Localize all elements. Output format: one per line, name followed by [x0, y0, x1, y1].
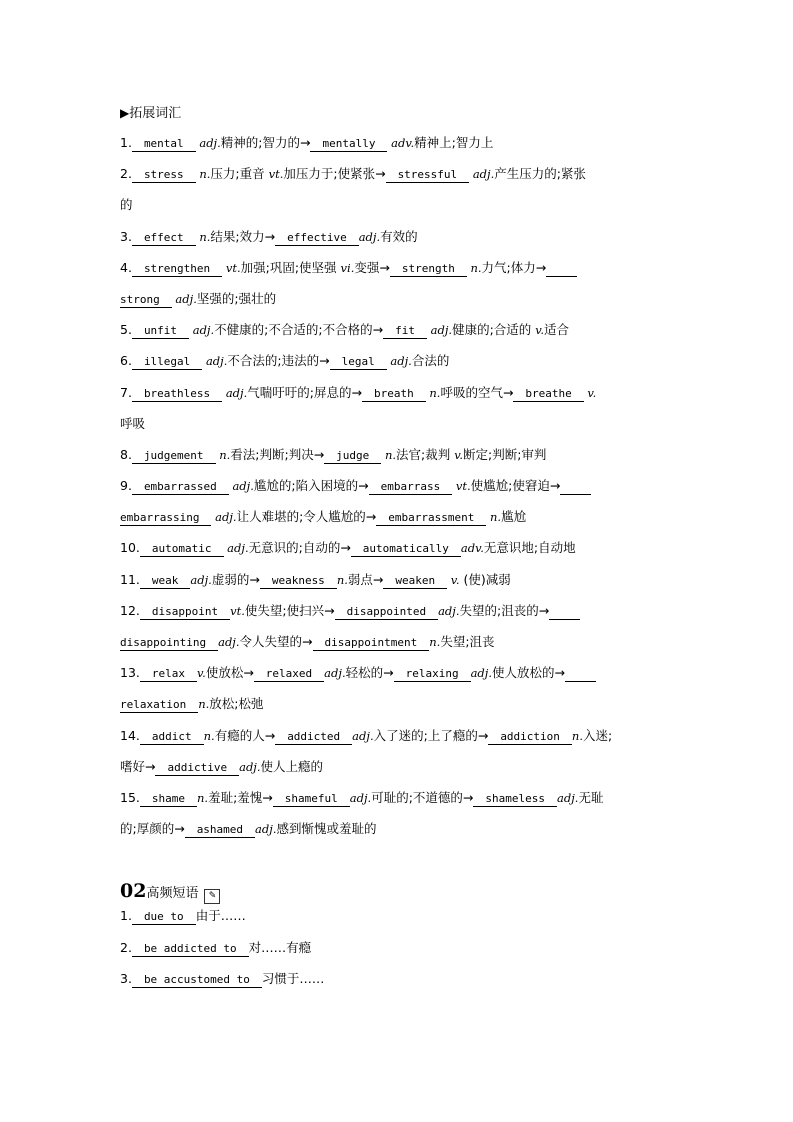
- answer-blank: breath: [362, 386, 426, 402]
- part-of-speech: adj.: [190, 572, 212, 587]
- definition-text: 使人放松的→: [492, 665, 566, 681]
- answer-blank: [565, 666, 596, 682]
- answer-blank: illegal: [132, 354, 202, 370]
- vocab-item: [120, 320, 680, 351]
- part-of-speech: adj.: [426, 323, 453, 338]
- part-of-speech: adj.: [211, 510, 237, 525]
- part-of-speech: n.: [195, 167, 211, 182]
- vocab-item-continuation: [120, 195, 680, 226]
- vocab-item-continuation: [120, 289, 680, 320]
- triangle-bullet-icon: ▶: [120, 106, 130, 120]
- answer-blank: [546, 261, 577, 277]
- definition-text: 健康的;合适的: [452, 322, 536, 338]
- worksheet-page: [120, 102, 680, 1000]
- part-of-speech: adj.: [469, 167, 495, 182]
- part-of-speech: n.: [429, 635, 441, 649]
- vocab-item: [120, 133, 680, 164]
- part-of-speech: adj.: [222, 385, 248, 400]
- answer-blank: disappointed: [335, 604, 438, 620]
- phrase-list: [120, 906, 680, 1000]
- answer-blank: effective: [275, 230, 359, 246]
- part-of-speech: adj.: [223, 541, 249, 556]
- answer-blank: shame: [140, 791, 197, 807]
- answer-blank: [560, 479, 591, 495]
- vocab-item: [120, 601, 680, 632]
- part-of-speech: adj.: [352, 728, 374, 743]
- vocab-item: [120, 538, 680, 569]
- vocab-item: [120, 570, 680, 601]
- vocab-item: [120, 726, 680, 757]
- definition-text: 放松;松弛: [209, 696, 264, 712]
- definition-text: (使)减弱: [459, 571, 511, 587]
- answer-blank: relax: [140, 666, 197, 682]
- definition-text: 坚强的;强壮的: [196, 290, 277, 306]
- answer-blank: addicted: [275, 729, 352, 745]
- definition-text: 虚弱的→: [211, 571, 260, 587]
- definition-text: 无意识的;自动的→: [248, 540, 351, 556]
- answer-blank: automatically: [351, 541, 461, 557]
- answer-blank: weakness: [260, 573, 337, 589]
- definition-text: 使放松→: [205, 665, 254, 681]
- part-of-speech: vt.: [230, 603, 245, 618]
- part-of-speech: adj.: [218, 635, 240, 649]
- definition-text: 使失望;使扫兴→: [244, 602, 335, 618]
- vocab-item: [120, 351, 680, 382]
- item-number: 7.: [120, 384, 132, 400]
- definition-text: 羞耻;羞愧→: [208, 789, 273, 805]
- definition-text: 有瘾的人→: [214, 727, 276, 743]
- vocab-item-continuation: [120, 819, 680, 850]
- part-of-speech: v.: [447, 572, 460, 587]
- definition-text: 无耻: [578, 789, 604, 805]
- definition-text: 产生压力的;紧张: [494, 166, 586, 182]
- definition-text: 让人难堪的;令人尴尬的→: [236, 509, 377, 525]
- definition-text: 有效的: [380, 228, 418, 244]
- part-of-speech: n.: [195, 229, 211, 244]
- answer-blank: judge: [324, 448, 381, 464]
- phrase-meaning: 对……有瘾: [248, 939, 312, 955]
- part-of-speech: adj.: [386, 354, 412, 369]
- answer-blank: disappoint: [140, 604, 230, 620]
- definition-text: 呼吸: [120, 415, 146, 431]
- part-of-speech: adj.: [171, 291, 197, 306]
- definition-text: 看法;判断;判决→: [230, 446, 325, 462]
- phrase-meaning: 由于……: [195, 908, 246, 924]
- phrase-meaning: 习惯于……: [261, 970, 325, 986]
- vocab-item: [120, 164, 680, 195]
- definition-text: 尴尬的;陷入困境的→: [253, 478, 369, 494]
- definition-text: 嗜好→: [120, 758, 156, 774]
- item-number: 3.: [120, 970, 132, 986]
- definition-text: 的;厚颜的→: [120, 821, 185, 837]
- definition-text: 失望;沮丧: [440, 634, 495, 649]
- answer-blank: addict: [140, 729, 204, 745]
- definition-text: 使尴尬;使窘迫→: [470, 478, 561, 494]
- definition-text: 断定;判断;审判: [463, 446, 547, 462]
- answer-blank: weaken: [383, 573, 447, 589]
- definition-text: 的: [120, 197, 133, 213]
- answer-blank: judgement: [132, 448, 216, 464]
- part-of-speech: adj.: [349, 790, 372, 805]
- definition-text: 失望的;沮丧的→: [459, 602, 550, 618]
- item-number: 10.: [120, 540, 140, 556]
- item-number: 11.: [120, 571, 140, 587]
- vocab-item: [120, 476, 680, 507]
- answer-blank: effect: [132, 230, 196, 246]
- answer-blank: addictive: [155, 760, 239, 776]
- part-of-speech: v.: [583, 385, 597, 400]
- memo-pen-icon: ✎: [204, 889, 220, 904]
- vocab-item-continuation: [120, 694, 680, 725]
- definition-text: 适合: [544, 322, 570, 338]
- part-of-speech: adj.: [239, 759, 261, 774]
- answer-blank: shameful: [273, 791, 350, 807]
- definition-text: 入了迷的;上了瘾的→: [373, 727, 489, 743]
- vocab-item: [120, 383, 680, 414]
- part-of-speech: v.: [197, 666, 206, 681]
- part-of-speech: adj.: [189, 323, 215, 338]
- part-of-speech: n.: [571, 728, 583, 743]
- part-of-speech: n.: [198, 697, 210, 712]
- item-number: 14.: [120, 727, 140, 743]
- answer-blank: fit: [383, 323, 427, 339]
- vocab-item-continuation: [120, 507, 680, 538]
- definition-text: 变强→: [354, 259, 390, 275]
- definition-text: 不合法的;违法的→: [227, 353, 330, 369]
- item-number: 6.: [120, 353, 132, 369]
- answer-blank: relaxed: [254, 666, 324, 682]
- answer-blank: be addicted to: [132, 941, 249, 957]
- part-of-speech: v.: [535, 323, 545, 338]
- part-of-speech: adv.: [460, 541, 484, 556]
- item-number: 4.: [120, 259, 132, 275]
- answer-blank: stress: [132, 167, 196, 183]
- definition-text: 可耻的;不道德的→: [371, 789, 474, 805]
- part-of-speech: n.: [466, 260, 482, 275]
- vocab-item: [120, 227, 680, 258]
- part-of-speech: n.: [381, 447, 397, 462]
- section-heading-vocab: [120, 102, 680, 124]
- definition-text: 加强;巩固;使坚强: [240, 259, 341, 275]
- part-of-speech: adj.: [228, 479, 254, 494]
- part-of-speech: adj.: [557, 790, 579, 805]
- part-of-speech: vt.: [222, 260, 241, 275]
- answer-blank: stressful: [386, 167, 470, 183]
- part-of-speech: adj.: [470, 666, 493, 681]
- part-of-speech: v.: [454, 447, 463, 462]
- definition-text: 加压力于;使紧张→: [283, 166, 386, 182]
- definition-text: 无意识地;自动地: [483, 540, 576, 556]
- vocab-item-continuation: [120, 632, 680, 663]
- answer-blank: breathe: [513, 386, 583, 402]
- part-of-speech: vt.: [268, 167, 284, 182]
- part-of-speech: vi.: [340, 260, 355, 275]
- definition-text: 不健康的;不合适的;不合格的→: [214, 322, 384, 338]
- definition-text: 精神的;智力的→: [220, 135, 311, 150]
- definition-text: 合法的: [411, 353, 450, 369]
- item-number: 5.: [120, 322, 132, 338]
- vocab-item-continuation: [120, 414, 680, 445]
- item-number: 8.: [120, 446, 132, 462]
- part-of-speech: n.: [486, 510, 502, 525]
- answer-blank: mentally: [310, 136, 387, 152]
- answer-blank: [549, 604, 580, 620]
- definition-text: 弱点→: [347, 571, 384, 587]
- definition-text: 入迷;: [582, 727, 613, 743]
- answer-blank: relaxing: [394, 666, 471, 682]
- vocab-item: [120, 663, 680, 694]
- part-of-speech: n.: [203, 728, 215, 743]
- definition-text: 呼吸的空气→: [440, 384, 514, 400]
- answer-blank: be accustomed to: [132, 972, 262, 988]
- definition-text: 精神上;智力上: [414, 135, 494, 150]
- part-of-speech: adj.: [202, 354, 228, 369]
- answer-blank: embarrassment: [376, 510, 486, 526]
- part-of-speech: adj.: [255, 822, 277, 837]
- answer-blank: embarrass: [369, 479, 453, 495]
- item-number: 9.: [120, 478, 132, 494]
- answer-blank: due to: [132, 909, 196, 925]
- definition-text: 力气;体力→: [481, 259, 547, 275]
- section-number: 02: [120, 880, 147, 903]
- vocab-item: [120, 445, 680, 476]
- definition-text: 使人上瘾的: [260, 758, 324, 774]
- item-number: 1.: [120, 908, 132, 924]
- answer-blank: disappointing: [120, 635, 218, 651]
- part-of-speech: adj.: [438, 603, 460, 618]
- definition-text: 法官;裁判: [396, 446, 455, 462]
- answer-blank: shameless: [473, 791, 557, 807]
- vocab-item: [120, 258, 680, 289]
- part-of-speech: n.: [197, 790, 209, 805]
- part-of-speech: n.: [336, 572, 348, 587]
- definition-text: 压力;重音: [210, 166, 269, 182]
- answer-blank: breathless: [132, 386, 222, 402]
- definition-text: 气喘吁吁的;屏息的→: [247, 384, 362, 400]
- part-of-speech: n.: [215, 447, 231, 462]
- answer-blank: relaxation: [120, 697, 198, 713]
- vocab-item-continuation: [120, 757, 680, 788]
- answer-blank: unfit: [132, 323, 189, 339]
- answer-blank: weak: [140, 573, 191, 589]
- answer-blank: embarrassing: [120, 510, 211, 526]
- vocab-list: [120, 133, 680, 850]
- part-of-speech: adj.: [358, 229, 381, 244]
- answer-blank: addiction: [488, 729, 572, 745]
- item-number: 2.: [120, 939, 132, 955]
- phrase-item: [120, 969, 680, 1000]
- answer-blank: strength: [390, 261, 467, 277]
- answer-blank: ashamed: [185, 822, 255, 838]
- part-of-speech: adj.: [324, 666, 346, 681]
- item-number: 15.: [120, 789, 140, 805]
- item-number: 12.: [120, 602, 140, 618]
- section-heading-phrases: [120, 876, 680, 906]
- definition-text: 感到惭愧或羞耻的: [276, 821, 377, 837]
- item-number: 13.: [120, 665, 140, 681]
- phrase-item: [120, 906, 680, 937]
- part-of-speech: vt.: [452, 479, 471, 494]
- answer-blank: legal: [330, 354, 387, 370]
- definition-text: 轻松的→: [345, 665, 394, 681]
- section-title: 高频短语: [146, 886, 199, 902]
- part-of-speech: adj.: [195, 136, 221, 150]
- definition-text: 尴尬: [501, 509, 527, 525]
- definition-text: 结果;效力→: [210, 228, 276, 244]
- part-of-speech: adv.: [387, 136, 415, 150]
- answer-blank: embarrassed: [132, 479, 229, 495]
- answer-blank: disappointment: [313, 635, 430, 651]
- item-number: 3.: [120, 228, 132, 244]
- item-number: 2.: [120, 166, 132, 182]
- section-title: 拓展词汇: [129, 106, 182, 121]
- answer-blank: mental: [132, 136, 196, 152]
- part-of-speech: n.: [425, 385, 441, 400]
- definition-text: 令人失望的→: [239, 634, 313, 649]
- answer-blank: strong: [120, 292, 172, 308]
- answer-blank: automatic: [140, 541, 224, 557]
- answer-blank: strengthen: [132, 261, 222, 277]
- item-number: 1.: [120, 135, 132, 150]
- vocab-item: [120, 788, 680, 819]
- phrase-item: [120, 938, 680, 969]
